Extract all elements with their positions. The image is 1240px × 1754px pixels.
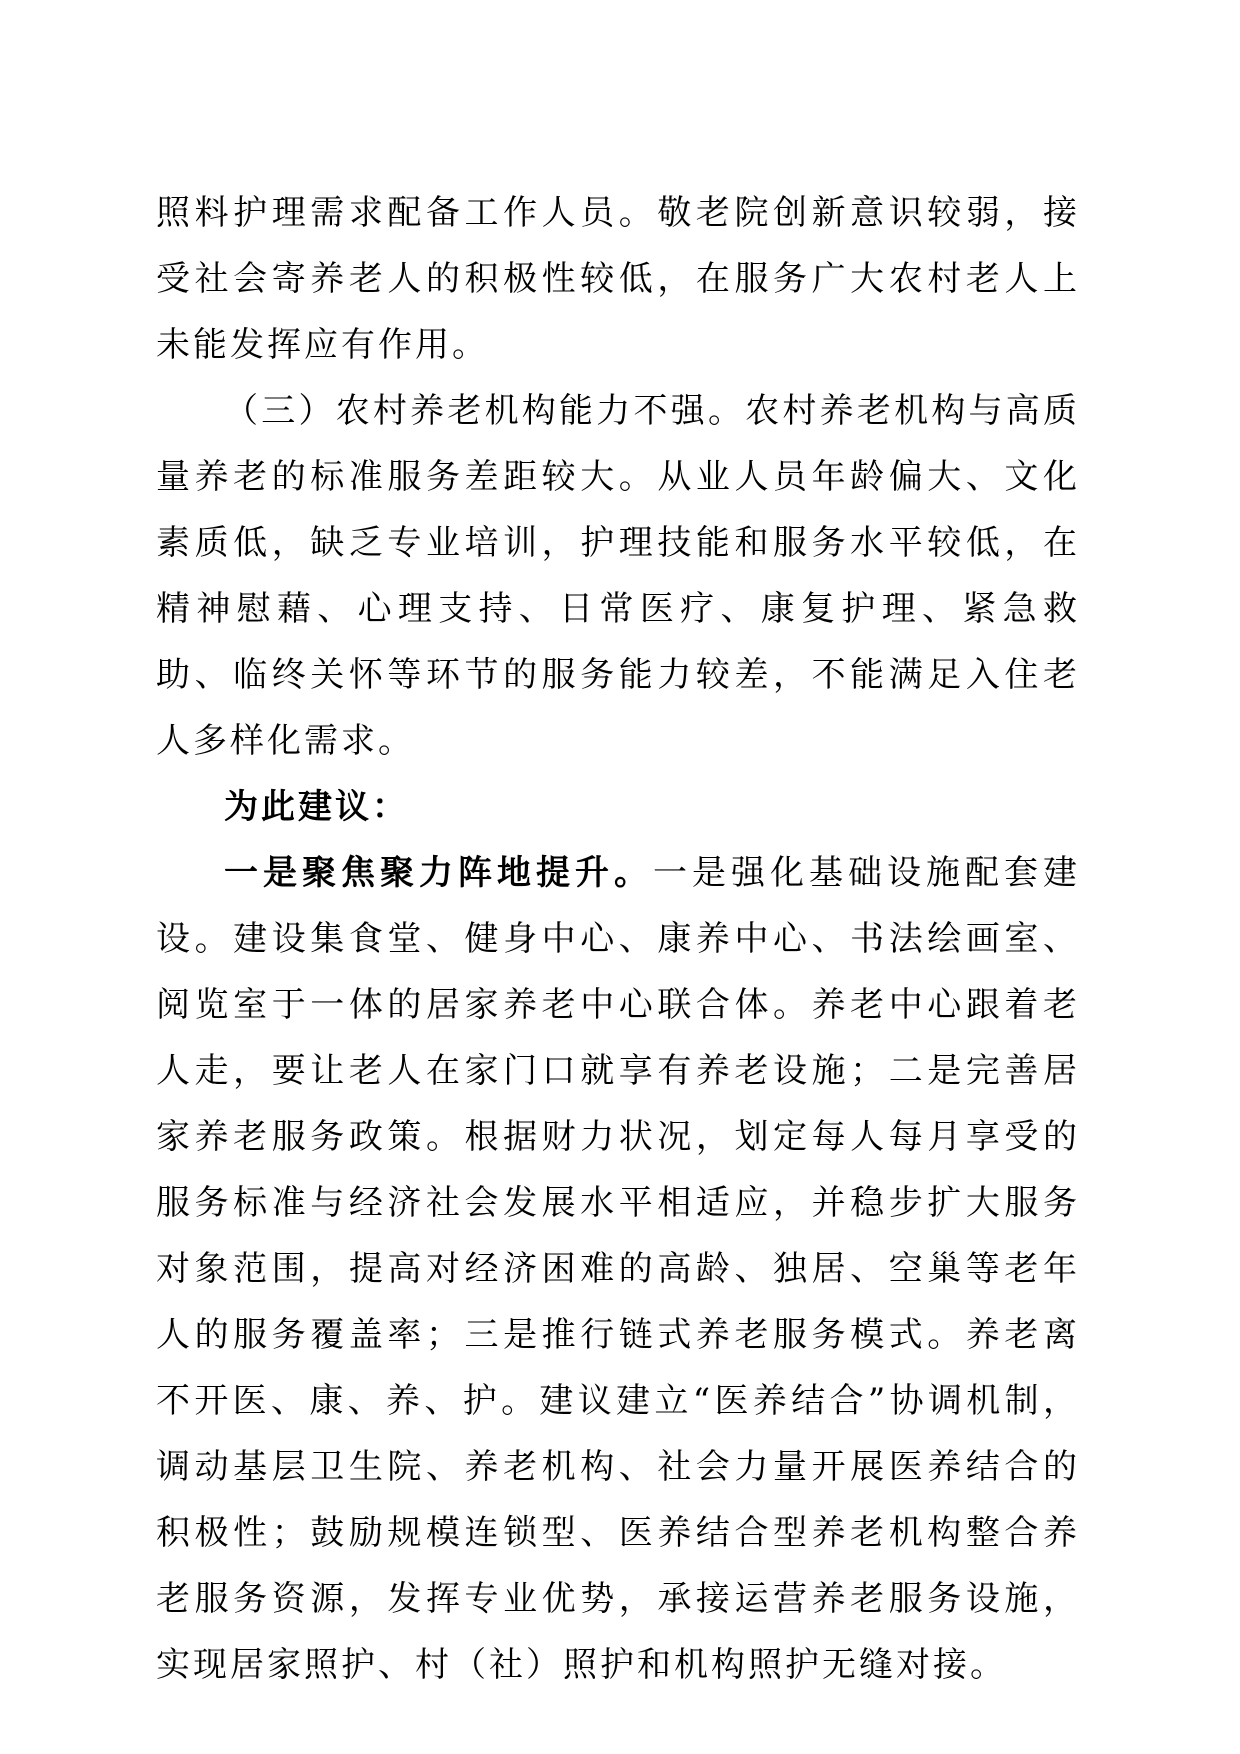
paragraph-section-three: （三）农村养老机构能力不强。农村养老机构与高质量养老的标准服务差距较大。从业人员年龄偏大、文化素质低，缺乏专业培训，护理技能和服务水平较低，在精神慰藉、心理支持、日常医疗、康复护理、紧急救助、临终关怀等环节的服务能力较差，不能满足入住老人多样化需求。 bbox=[156, 391, 1080, 761]
paragraph-continuation: 照料护理需求配备工作人员。敬老院创新意识较弱，接受社会寄养老人的积极性较低，在服务广大农村老人上未能发挥应有作用。 bbox=[156, 193, 1080, 365]
document-body bbox=[156, 180, 1080, 1698]
recommendation-heading: 为此建议： bbox=[224, 787, 409, 827]
paragraph-recommendation-one bbox=[156, 840, 1080, 1698]
recommendation-one-lead: 一是聚焦聚力阵地提升。 bbox=[224, 853, 653, 893]
recommendation-one-text: 一是强化基础设施配套建设。建设集食堂、健身中心、康养中心、书法绘画室、阅览室于一体的居家养老中心联合体。养老中心跟着老人走，要让老人在家门口就享有养老设施；二是完善居家养老服务政策。根据财力状况，划定每人每月享受的服务标准与经济社会发展水平相适应，并稳步扩大服务对象范围，提高对经济困难的高龄、独居、空巢等老年人的服务覆盖率；三是推行链式养老服务模式。养老离不开医、康、养、护。建议建立“医养结合”协调机制，调动基层卫生院、养老机构、社会力量开展医养结合的积极性；鼓励规模连锁型、医养结合型养老机构整合养老服务资源，发挥专业优势，承接运营养老服务设施，实现居家照护、村（社）照护和机构照护无缝对接。 bbox=[156, 853, 1080, 1685]
